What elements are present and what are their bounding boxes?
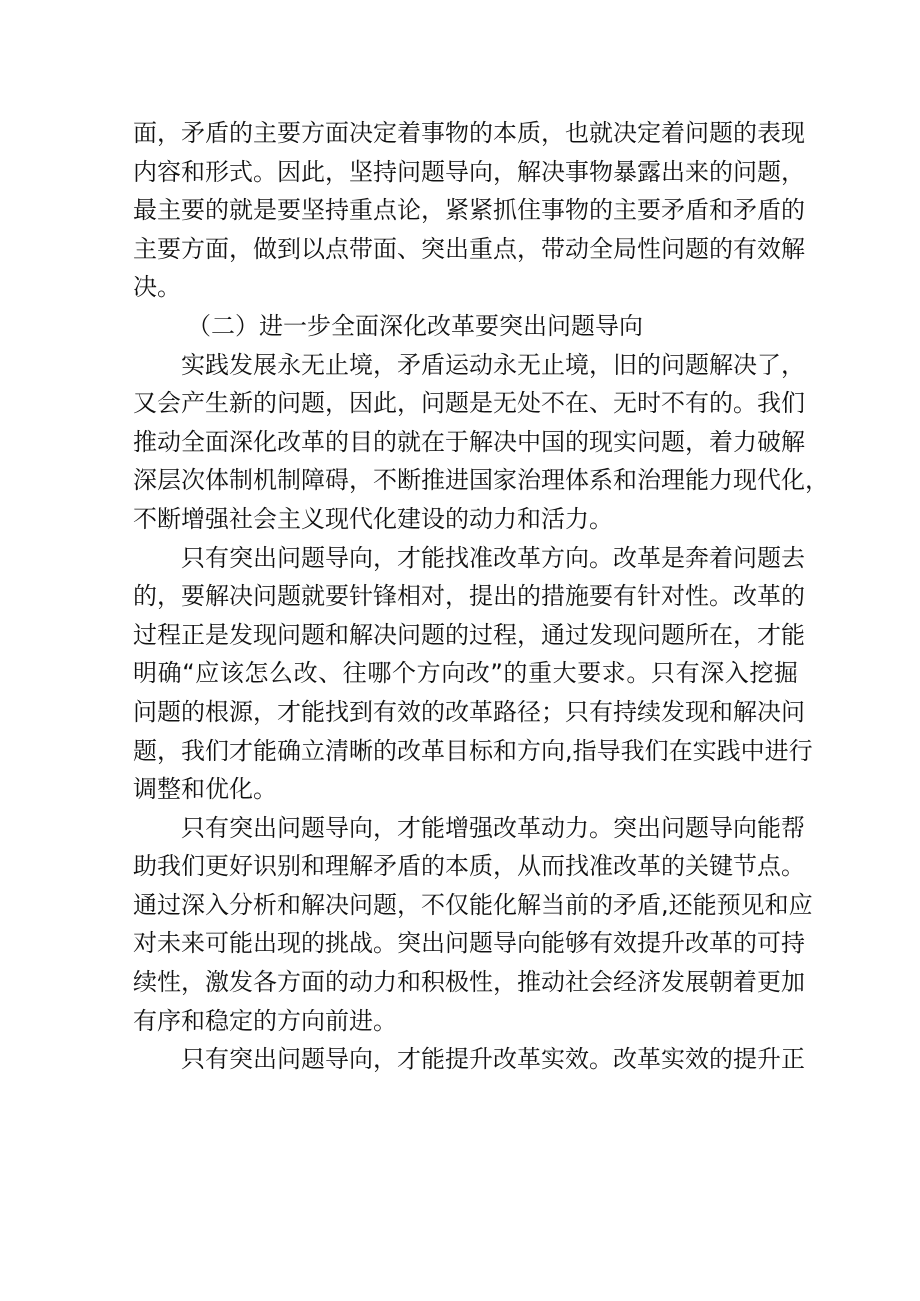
section-heading: （二）进一步全面深化改革要突出问题导向 bbox=[187, 311, 643, 340]
paragraph-continuation bbox=[133, 114, 805, 307]
text-line: 的，要解决问题就要针锋相对，提出的措施要有针对性。改革的 bbox=[133, 582, 805, 611]
paragraph-effectiveness bbox=[133, 1040, 805, 1079]
text-line: 又会产生新的问题，因此，问题是无处不在、无时不有的。我们 bbox=[133, 389, 805, 418]
text-line: 面，矛盾的主要方面决定着事物的本质，也就决定着问题的表现 bbox=[133, 119, 805, 147]
text-line: 实践发展永无止境，矛盾运动永无止境，旧的问题解决了， bbox=[181, 350, 805, 379]
text-line: 只有突出问题导向，才能提升改革实效。改革实效的提升正 bbox=[181, 1045, 805, 1074]
text-line: 只有突出问题导向，才能增强改革动力。突出问题导向能帮 bbox=[181, 813, 805, 842]
paragraph-momentum bbox=[133, 809, 813, 1041]
text-line: 问题的根源，才能找到有效的改革路径；只有持续发现和解决问 bbox=[133, 697, 805, 726]
text-line: 只有突出问题导向，才能找准改革方向。改革是奔着问题去 bbox=[181, 543, 805, 572]
text-line: 最主要的就是要坚持重点论，紧紧抓住事物的主要矛盾和矛盾的 bbox=[133, 196, 805, 225]
paragraph-direction bbox=[133, 539, 813, 809]
text-line: 续性，激发各方面的动力和积极性，推动社会经济发展朝着更加 bbox=[133, 968, 805, 997]
text-line: 助我们更好识别和理解矛盾的本质，从而找准改革的关键节点。 bbox=[133, 852, 805, 881]
text-line: 过程正是发现问题和解决问题的过程，通过发现问题所在，才能 bbox=[133, 620, 805, 649]
text-line: 题，我们才能确立清晰的改革目标和方向,指导我们在实践中进行 bbox=[133, 736, 813, 765]
text-line: 对未来可能出现的挑战。突出问题导向能够有效提升改革的可持 bbox=[133, 929, 805, 958]
text-line: 深层次体制机制障碍，不断推进国家治理体系和治理能力现代化， bbox=[133, 466, 829, 495]
text-line: 通过深入分析和解决问题，不仅能化解当前的矛盾,还能预见和应 bbox=[133, 890, 813, 919]
text-line: 决。 bbox=[133, 273, 181, 302]
text-line: 有序和稳定的方向前进。 bbox=[133, 1006, 397, 1035]
text-line: 调整和优化。 bbox=[133, 775, 277, 804]
text-line: 推动全面深化改革的目的就在于解决中国的现实问题，着力破解 bbox=[133, 427, 805, 456]
text-line: 主要方面，做到以点带面、突出重点，带动全局性问题的有效解 bbox=[133, 234, 805, 263]
document-body bbox=[133, 114, 829, 1079]
text-line: 内容和形式。因此，坚持问题导向，解决事物暴露出来的问题， bbox=[133, 157, 805, 186]
text-line: 明确“应该怎么改、往哪个方向改”的重大要求。只有深入挖掘 bbox=[133, 659, 798, 688]
text-line: 不断增强社会主义现代化建设的动力和活力。 bbox=[133, 504, 613, 533]
paragraph-practice bbox=[133, 346, 829, 539]
